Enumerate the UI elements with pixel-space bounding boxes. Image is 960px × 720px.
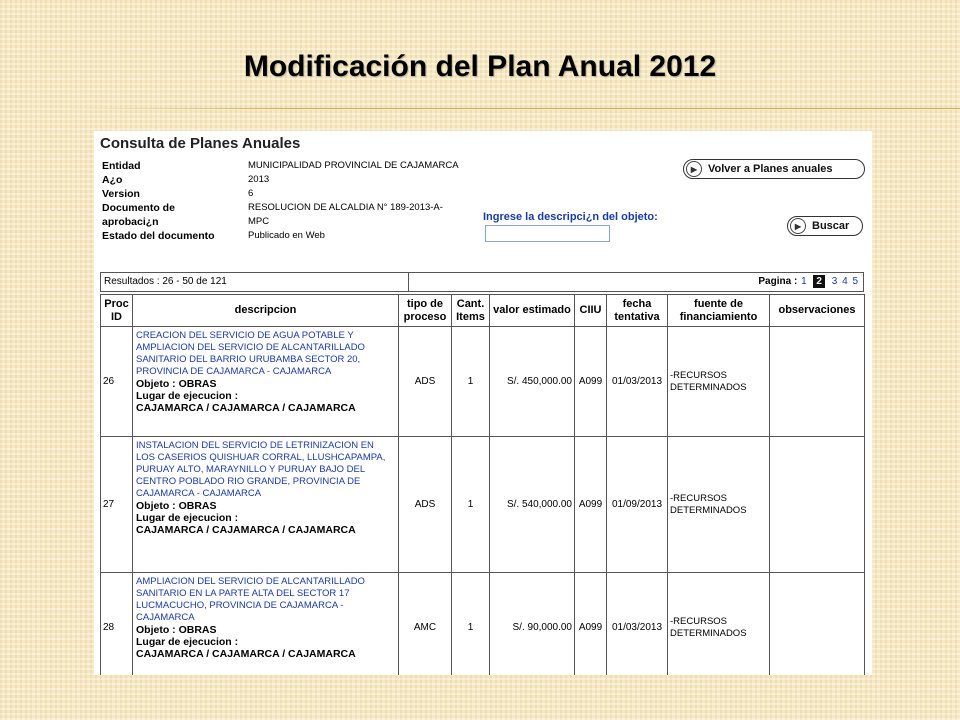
pager-label: Pagina : <box>758 276 798 287</box>
meta-row-anio <box>102 173 459 187</box>
meta-value: 2013 <box>248 174 270 185</box>
page-current-2: 2 <box>813 275 825 288</box>
meta-value: Publicado en Web <box>248 230 325 241</box>
search-input[interactable] <box>485 225 610 242</box>
cell-observaciones <box>770 327 865 437</box>
cell-tipo: ADS <box>399 327 452 437</box>
meta-row-aprobacion <box>102 215 459 229</box>
slide-title: Modificación del Plan Anual 2012 <box>243 50 717 83</box>
plan-metadata <box>102 159 459 243</box>
col-header-cant: Cant. Items <box>452 295 490 327</box>
title-rule <box>65 108 960 109</box>
meta-label: A¿o <box>102 174 123 186</box>
cell-fecha: 01/03/2013 <box>607 573 668 676</box>
page-link-3[interactable]: 3 <box>831 276 838 287</box>
cell-proc-id: 28 <box>101 573 133 676</box>
row-description: AMPLIACION DEL SERVICIO DE ALCANTARILLADO SANITARIO EN LA PARTE ALTA DEL SECTOR 17 LUCMACUCHO, PROVINCIA DE CAJAMARCA - CAJAMARCA <box>136 576 365 623</box>
meta-label: Estado del documento <box>102 230 215 242</box>
cell-proc-id: 27 <box>101 437 133 573</box>
cell-observaciones <box>770 437 865 573</box>
meta-label: aprobaci¿n <box>102 216 159 228</box>
cell-descripcion <box>133 573 399 676</box>
volver-button-label: Volver a Planes anuales <box>708 163 833 175</box>
cell-tipo: AMC <box>399 573 452 676</box>
row-lugar-label: Lugar de ejecucion : <box>136 390 239 402</box>
buscar-button[interactable] <box>787 216 863 236</box>
cell-ciiu: A099 <box>575 573 607 676</box>
cell-valor: S/. 450,000.00 <box>490 327 575 437</box>
page-link-1[interactable]: 1 <box>801 276 807 287</box>
col-header-descripcion: descripcion <box>133 295 399 327</box>
col-header-observaciones: observaciones <box>770 295 865 327</box>
cell-valor: S/. 540,000.00 <box>490 437 575 573</box>
plans-table <box>100 294 865 675</box>
row-description: INSTALACION DEL SERVICIO DE LETRINIZACION EN LOS CASERIOS QUISHUAR CORRAL, LLUSHCAPAMPA, PURUAY ALTO, MARAYNILLO Y PURUAY BAJO DEL CENTRO POBLADO RIO GRANDE, PROVINCIA DE CAJAMARCA - CAJAMARCA <box>136 440 386 499</box>
cell-cant: 1 <box>452 437 490 573</box>
table-row <box>101 327 865 437</box>
meta-row-estado <box>102 229 459 243</box>
play-circle-icon: ▶ <box>790 218 806 234</box>
cell-fecha: 01/09/2013 <box>607 437 668 573</box>
cell-observaciones <box>770 573 865 676</box>
meta-value: 6 <box>248 188 254 199</box>
meta-row-documento <box>102 201 459 215</box>
row-objeto: Objeto : OBRAS <box>136 624 217 636</box>
cell-tipo: ADS <box>399 437 452 573</box>
table-row <box>101 573 865 676</box>
volver-button[interactable] <box>683 159 865 179</box>
meta-value: RESOLUCION DE ALCALDIA N° 189-2013-A- <box>248 202 443 213</box>
meta-value: MUNICIPALIDAD PROVINCIAL DE CAJAMARCA <box>248 160 459 171</box>
page-link-5[interactable]: 5 <box>852 276 858 287</box>
col-header-fuente: fuente de financiamiento <box>668 295 770 327</box>
search-label: Ingrese la descripci¿n del objeto: <box>483 211 658 223</box>
row-lugar: CAJAMARCA / CAJAMARCA / CAJAMARCA <box>136 524 356 536</box>
row-lugar: CAJAMARCA / CAJAMARCA / CAJAMARCA <box>136 402 356 414</box>
cell-fuente: -RECURSOS DETERMINADOS <box>668 327 770 437</box>
page-link-4[interactable]: 4 <box>842 276 848 287</box>
row-description: CREACION DEL SERVICIO DE AGUA POTABLE Y AMPLIACION DEL SERVICIO DE ALCANTARILLADO SANITARIO DEL BARRIO URUBAMBA SECTOR 20, PROVINCIA DE CAJAMARCA - CAJAMARCA <box>136 330 365 377</box>
row-lugar: CAJAMARCA / CAJAMARCA / CAJAMARCA <box>136 648 356 660</box>
col-header-ciiu: CIIU <box>575 295 607 327</box>
cell-fecha: 01/03/2013 <box>607 327 668 437</box>
results-count: Resultados : 26 - 50 de 121 <box>101 273 409 291</box>
panel-title: Consulta de Planes Anuales <box>100 135 301 152</box>
pagination-bar <box>100 272 864 292</box>
row-objeto: Objeto : OBRAS <box>136 378 217 390</box>
cell-proc-id: 26 <box>101 327 133 437</box>
play-circle-icon: ▶ <box>686 161 702 177</box>
col-header-valor: valor estimado <box>490 295 575 327</box>
table-row <box>101 437 865 573</box>
meta-label: Documento de <box>102 202 175 214</box>
meta-label: Version <box>102 188 140 200</box>
row-objeto: Objeto : OBRAS <box>136 500 217 512</box>
meta-label: Entidad <box>102 160 141 172</box>
table-header-row <box>101 295 865 327</box>
row-lugar-label: Lugar de ejecucion : <box>136 636 239 648</box>
cell-ciiu: A099 <box>575 327 607 437</box>
col-header-fecha: fecha tentativa <box>607 295 668 327</box>
cell-valor: S/. 90,000.00 <box>490 573 575 676</box>
meta-row-version <box>102 187 459 201</box>
cell-fuente: -RECURSOS DETERMINADOS <box>668 573 770 676</box>
buscar-button-label: Buscar <box>812 220 850 232</box>
cell-descripcion <box>133 327 399 437</box>
col-header-tipo: tipo de proceso <box>399 295 452 327</box>
cell-cant: 1 <box>452 573 490 676</box>
row-lugar-label: Lugar de ejecucion : <box>136 512 239 524</box>
screenshot-panel <box>94 131 872 675</box>
col-header-proc-id: Proc ID <box>101 295 133 327</box>
cell-ciiu: A099 <box>575 437 607 573</box>
meta-row-entidad <box>102 159 459 173</box>
cell-descripcion <box>133 437 399 573</box>
meta-value: MPC <box>248 216 270 227</box>
cell-cant: 1 <box>452 327 490 437</box>
pager <box>409 273 863 291</box>
cell-fuente: -RECURSOS DETERMINADOS <box>668 437 770 573</box>
